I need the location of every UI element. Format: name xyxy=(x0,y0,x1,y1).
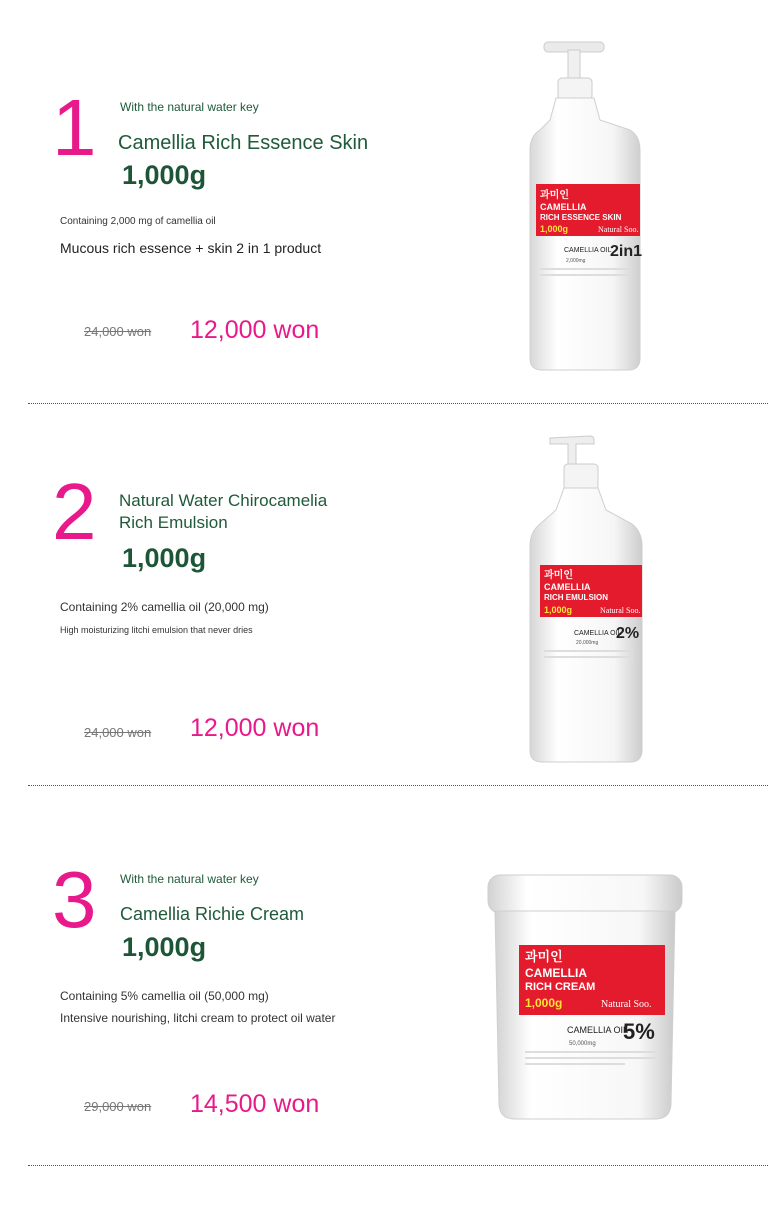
label-line1: CAMELLIA xyxy=(544,582,591,592)
sale-price: 14,500 won xyxy=(190,1090,320,1118)
product-eyebrow: With the natural water key xyxy=(120,100,259,114)
label-maker: Natural Soo. xyxy=(601,999,652,1010)
product-card-3 xyxy=(0,787,780,1167)
label-sub: 50,000mg xyxy=(569,1041,596,1047)
product-desc: Intensive nourishing, litchi cream to protect oil water xyxy=(60,1011,336,1025)
label-line2: RICH CREAM xyxy=(525,981,596,993)
old-price: 24,000 won xyxy=(84,324,152,339)
product-name[interactable]: Natural Water Chirocamelia xyxy=(119,491,328,510)
label-sub: 2,000mg xyxy=(566,258,586,264)
label-maker: Natural Soo. xyxy=(600,606,641,615)
product-desc: Mucous rich essence + skin 2 in 1 product xyxy=(60,240,322,256)
label-line1: CAMELLIA xyxy=(525,966,587,980)
divider xyxy=(28,403,768,404)
product-image-jar[interactable] xyxy=(485,873,685,1123)
sale-price: 12,000 won xyxy=(190,714,320,742)
label-brand: 과미인 xyxy=(525,949,563,964)
label-badge: 2in1 xyxy=(610,243,643,260)
old-price: 24,000 won xyxy=(84,725,152,740)
product-image-bottle[interactable] xyxy=(520,430,650,765)
product-name[interactable]: Camellia Rich Essence Skin xyxy=(118,132,369,154)
product-desc-small: Containing 2,000 mg of camellia oil xyxy=(60,216,216,227)
label-weight: 1,000g xyxy=(540,224,569,234)
label-brand: 과미인 xyxy=(544,570,573,581)
label-brand: 과미인 xyxy=(540,190,569,201)
label-line2: RICH ESSENCE SKIN xyxy=(540,213,622,222)
old-price: 29,000 won xyxy=(84,1099,152,1114)
label-line1: CAMELLIA xyxy=(540,202,587,212)
label-oil: CAMELLIA OIL xyxy=(574,630,622,637)
product-eyebrow: With the natural water key xyxy=(120,872,259,886)
divider xyxy=(28,785,768,786)
product-desc-small: Containing 2% camellia oil (20,000 mg) xyxy=(60,600,269,614)
label-oil: CAMELLIA OIL xyxy=(567,1025,629,1035)
product-name[interactable]: Camellia Richie Cream xyxy=(120,904,305,924)
sale-price: 12,000 won xyxy=(190,316,320,344)
divider xyxy=(28,1165,768,1166)
label-oil: CAMELLIA OIL xyxy=(564,247,612,254)
label-weight: 1,000g xyxy=(525,996,563,1010)
product-number: 2 xyxy=(52,467,97,556)
product-desc-small: Containing 5% camellia oil (50,000 mg) xyxy=(60,989,269,1003)
product-card-1 xyxy=(0,0,780,405)
label-badge: 5% xyxy=(623,1019,655,1044)
label-badge: 2% xyxy=(616,625,640,642)
product-desc: High moisturizing litchi emulsion that never dries xyxy=(60,625,253,635)
label-maker: Natural Soo. xyxy=(598,225,639,234)
product-card-2 xyxy=(0,405,780,785)
product-name-line2[interactable]: Rich Emulsion xyxy=(119,513,228,532)
product-number: 1 xyxy=(52,83,97,172)
product-weight: 1,000g xyxy=(122,543,207,573)
label-line2: RICH EMULSION xyxy=(544,593,608,602)
product-weight: 1,000g xyxy=(122,932,207,962)
product-number: 3 xyxy=(52,855,97,944)
product-weight: 1,000g xyxy=(122,160,207,190)
label-sub: 20,000mg xyxy=(576,640,599,646)
label-weight: 1,000g xyxy=(544,605,573,615)
product-image-bottle[interactable] xyxy=(520,40,670,375)
